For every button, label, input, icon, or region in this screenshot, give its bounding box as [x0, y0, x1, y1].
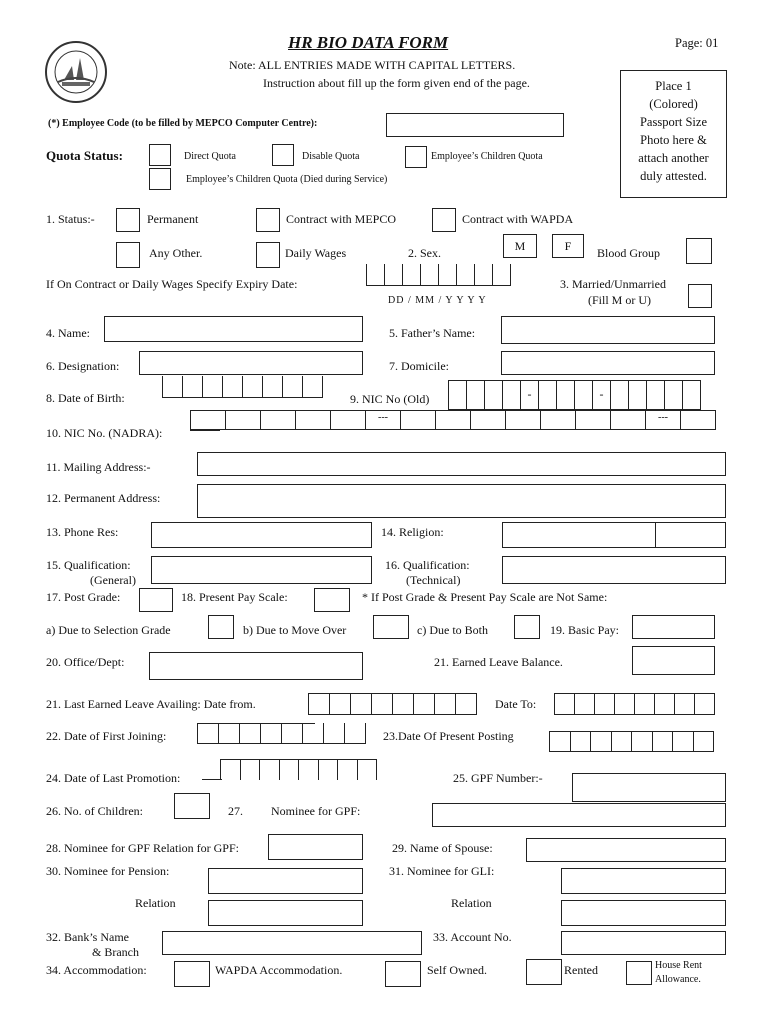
name-label: 4. Name:	[46, 326, 90, 340]
contract-wapda-checkbox[interactable]	[432, 208, 456, 232]
photo-line-4: Photo here &	[640, 133, 707, 147]
pay-scale-label: 18. Present Pay Scale:	[181, 590, 288, 604]
office-label: 20. Office/Dept:	[46, 655, 125, 669]
pension-label: 30. Nominee for Pension:	[46, 864, 170, 878]
expiry-date-boxes[interactable]	[366, 264, 511, 286]
children-quota-checkbox[interactable]	[405, 146, 427, 168]
gli-label: 31. Nominee for GLI:	[389, 864, 495, 878]
sex-female-option[interactable]: F	[552, 234, 584, 258]
rented-checkbox[interactable]	[526, 959, 562, 985]
selection-grade-label: a) Due to Selection Grade	[46, 623, 171, 637]
selection-grade-checkbox[interactable]	[208, 615, 234, 639]
qual-general-field[interactable]	[151, 556, 372, 584]
qual-tech-field[interactable]	[502, 556, 726, 584]
spouse-field[interactable]	[526, 838, 726, 862]
phone-label: 13. Phone Res:	[46, 525, 119, 539]
gpf-number-label: 25. GPF Number:-	[453, 771, 543, 785]
leave-to-boxes[interactable]	[554, 693, 715, 715]
qual-tech-label: 16. Qualification:	[385, 558, 470, 572]
photo-line-6: duly attested.	[640, 169, 707, 183]
dob-boxes[interactable]	[162, 376, 323, 398]
children-died-quota-checkbox[interactable]	[149, 168, 171, 190]
leave-from-boxes[interactable]	[308, 693, 477, 715]
nic-old-label: 9. NIC No (Old)	[350, 392, 430, 406]
nic-old-dash-2: -	[593, 381, 611, 409]
nominee-gpf-label: Nominee for GPF:	[271, 804, 361, 818]
father-name-label: 5. Father’s Name:	[389, 326, 476, 340]
earned-leave-field[interactable]	[632, 646, 715, 675]
photo-line-2: (Colored)	[649, 97, 698, 111]
instruction-note: Instruction about fill up the form given end of the page.	[263, 76, 530, 90]
nominee-relation-label: 28. Nominee for GPF Relation for GPF:	[46, 841, 239, 855]
mailing-address-field[interactable]	[197, 452, 726, 476]
last-leave-label: 21. Last Earned Leave Availing: Date from.	[46, 697, 256, 711]
blood-group-field[interactable]	[686, 238, 712, 264]
wapda-acc-label: WAPDA Accommodation.	[215, 963, 343, 977]
direct-quota-checkbox[interactable]	[149, 144, 171, 166]
mepco-logo	[44, 40, 108, 104]
nadra-dash-1: ---	[366, 411, 401, 429]
house-rent-label-2: Allowance.	[655, 974, 701, 985]
account-label: 33. Account No.	[433, 930, 512, 944]
permanent-address-label: 12. Permanent Address:	[46, 491, 161, 505]
any-other-label: Any Other.	[149, 246, 203, 260]
children-label: 26. No. of Children:	[46, 804, 143, 818]
nic-old-boxes[interactable]	[448, 380, 701, 410]
bank-branch-label: & Branch	[92, 945, 139, 959]
name-field[interactable]	[104, 316, 363, 342]
qual-general-hint: (General)	[90, 573, 136, 587]
children-quota-label: Employee’s Children Quota	[431, 151, 543, 162]
not-same-note: * If Post Grade & Present Pay Scale are Not Same:	[362, 590, 608, 604]
office-field[interactable]	[149, 652, 363, 680]
phone-field[interactable]	[151, 522, 372, 548]
passport-photo-box[interactable]	[620, 70, 727, 198]
permanent-address-field[interactable]	[197, 484, 726, 518]
present-posting-label: 23.Date Of Present Posting	[383, 729, 514, 743]
nic-old-dash-1: -	[521, 381, 539, 409]
status-label: 1. Status:-	[46, 212, 95, 226]
rented-label: Rented	[564, 963, 598, 977]
self-owned-checkbox[interactable]	[385, 961, 421, 987]
self-owned-label: Self Owned.	[427, 963, 487, 977]
present-posting-boxes[interactable]	[549, 731, 714, 752]
disable-quota-checkbox[interactable]	[272, 144, 294, 166]
daily-wages-checkbox[interactable]	[256, 242, 280, 268]
nominee-gpf-number: 27.	[228, 804, 243, 818]
capital-letters-note: Note: ALL ENTRIES MADE WITH CAPITAL LETTERS.	[229, 58, 516, 72]
move-over-checkbox[interactable]	[373, 615, 409, 639]
wapda-acc-checkbox[interactable]	[174, 961, 210, 987]
account-field[interactable]	[561, 931, 726, 955]
employee-code-field[interactable]	[386, 113, 564, 137]
qual-tech-hint: (Technical)	[406, 573, 461, 587]
basic-pay-field[interactable]	[632, 615, 715, 639]
post-grade-label: 17. Post Grade:	[46, 590, 121, 604]
sex-label: 2. Sex.	[408, 246, 441, 260]
nic-nadra-boxes[interactable]	[190, 410, 716, 430]
first-joining-label: 22. Date of First Joining:	[46, 729, 167, 743]
dob-label: 8. Date of Birth:	[46, 391, 125, 405]
first-joining-boxes[interactable]	[197, 723, 366, 744]
married-field[interactable]	[688, 284, 712, 308]
contract-mepco-label: Contract with MEPCO	[286, 212, 396, 226]
last-promotion-label: 24. Date of Last Promotion:	[46, 771, 181, 785]
due-both-checkbox[interactable]	[514, 615, 540, 639]
daily-wages-label: Daily Wages	[285, 246, 347, 260]
earned-leave-label: 21. Earned Leave Balance.	[434, 655, 563, 669]
photo-line-5: attach another	[638, 151, 709, 165]
employee-code-label: (*) Employee Code (to be filled by MEPCO Computer Centre):	[48, 118, 318, 129]
domicile-label: 7. Domicile:	[389, 359, 449, 373]
designation-label: 6. Designation:	[46, 359, 120, 373]
gli-relation-field[interactable]	[561, 900, 726, 926]
gli-field[interactable]	[561, 868, 726, 894]
due-both-label: c) Due to Both	[417, 623, 488, 637]
religion-label: 14. Religion:	[381, 525, 444, 539]
pay-scale-field[interactable]	[314, 588, 350, 612]
photo-line-3: Passport Size	[639, 115, 707, 129]
house-rent-label-1: House Rent	[655, 960, 702, 971]
spouse-label: 29. Name of Spouse:	[392, 841, 493, 855]
nominee-gpf-field[interactable]	[432, 803, 726, 827]
form-title: HR BIO DATA FORM	[288, 33, 449, 52]
pension-relation-field[interactable]	[208, 900, 363, 926]
move-over-label: b) Due to Move Over	[243, 623, 347, 637]
expiry-date-label: If On Contract or Daily Wages Specify Expiry Date:	[46, 277, 298, 291]
basic-pay-label: 19. Basic Pay:	[550, 623, 619, 637]
photo-line-1: Place 1	[655, 79, 692, 93]
gpf-number-field[interactable]	[572, 773, 726, 802]
date-format-hint: DD / MM / Y Y Y Y	[388, 295, 487, 306]
nadra-dash-2: ---	[646, 411, 681, 429]
pension-field[interactable]	[208, 868, 363, 894]
religion-code-field[interactable]	[655, 522, 726, 548]
sex-male-option[interactable]: M	[503, 234, 537, 258]
father-name-field[interactable]	[501, 316, 715, 344]
date-to-label: Date To:	[495, 697, 537, 711]
blood-group-label: Blood Group	[597, 246, 660, 260]
pension-relation-label: Relation	[135, 896, 176, 910]
accommodation-label: 34. Accommodation:	[46, 963, 147, 977]
bank-name-field[interactable]	[162, 931, 422, 955]
bank-name-label: 32. Bank’s Name	[46, 930, 129, 944]
children-died-quota-label: Employee’s Children Quota (Died during Service)	[186, 174, 388, 185]
designation-field[interactable]	[139, 351, 363, 375]
domicile-field[interactable]	[501, 351, 715, 375]
quota-status-label: Quota Status:	[46, 148, 123, 163]
post-grade-field[interactable]	[139, 588, 173, 612]
house-rent-checkbox[interactable]	[626, 961, 652, 985]
religion-field[interactable]	[502, 522, 656, 548]
children-field[interactable]	[174, 793, 210, 819]
contract-mepco-checkbox[interactable]	[256, 208, 280, 232]
permanent-label: Permanent	[147, 212, 199, 226]
married-hint: (Fill M or U)	[588, 293, 651, 307]
page-number: Page: 01	[675, 36, 719, 50]
qual-general-label: 15. Qualification:	[46, 558, 131, 572]
last-promotion-boxes[interactable]	[220, 759, 377, 780]
disable-quota-label: Disable Quota	[302, 151, 360, 162]
permanent-checkbox[interactable]	[116, 208, 140, 232]
nic-nadra-label: 10. NIC No. (NADRA):	[46, 426, 163, 440]
mailing-address-label: 11. Mailing Address:-	[46, 460, 151, 474]
married-label: 3. Married/Unmarried	[560, 277, 666, 291]
gli-relation-label: Relation	[451, 896, 492, 910]
direct-quota-label: Direct Quota	[184, 151, 236, 162]
contract-wapda-label: Contract with WAPDA	[462, 212, 574, 226]
any-other-checkbox[interactable]	[116, 242, 140, 268]
nominee-relation-field[interactable]	[268, 834, 363, 860]
